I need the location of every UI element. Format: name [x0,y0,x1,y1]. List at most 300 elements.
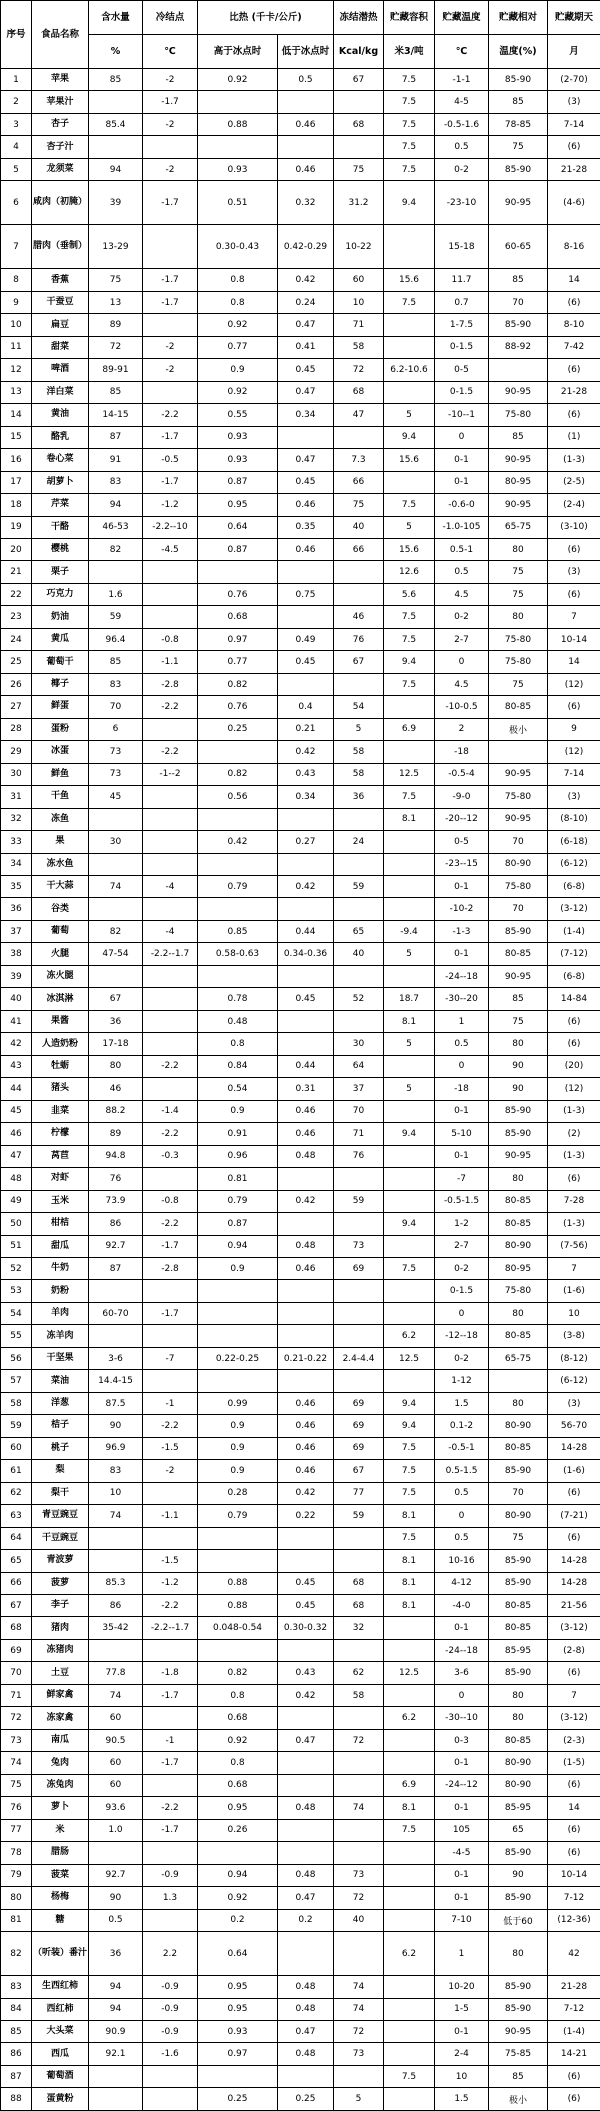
header-relative-humidity: 贮藏相对 [489,1,548,35]
cell-period: (6) [548,359,600,381]
cell-water: 83 [89,471,143,493]
cell-temp: -20--12 [435,808,489,830]
cell-freezing-point: -1.7 [143,1752,198,1774]
cell-period: 10-14 [548,1864,600,1886]
cell-water: 30 [89,831,143,853]
cell-freezing-point: -2.2 [143,404,198,426]
cell-temp: 0-1 [435,1752,489,1774]
cell-water: 13-29 [89,225,143,269]
cell-temp: -24--18 [435,1639,489,1661]
cell-heat-below: 0.48 [278,2043,334,2065]
cell-food-name: 黄油 [32,404,89,426]
cell-freezing-point [143,988,198,1010]
cell-water: 73.9 [89,1190,143,1212]
cell-freezing-point [143,1842,198,1864]
cell-index: 37 [1,920,32,942]
cell-period: 56-70 [548,1415,600,1437]
cell-temp: -7 [435,1168,489,1190]
cell-latent-heat [334,965,384,987]
cell-index: 6 [1,181,32,225]
cell-freezing-point [143,561,198,583]
cell-index: 88 [1,2088,32,2110]
cell-latent-heat: 59 [334,1190,384,1212]
cell-latent-heat: 58 [334,336,384,358]
cell-water: 36 [89,1010,143,1032]
cell-period: 14-84 [548,988,600,1010]
cell-water: 6 [89,718,143,740]
cell-latent-heat [334,2065,384,2087]
cell-food-name: 人造奶粉 [32,1033,89,1055]
cell-volume [384,853,435,875]
cell-humidity: 90 [489,1055,548,1077]
cell-humidity: 70 [489,831,548,853]
cell-heat-above: 0.54 [198,1078,278,1100]
cell-volume: 8.1 [384,1505,435,1527]
table-row [1,1347,600,1369]
cell-heat-below: 0.21-0.22 [278,1347,334,1369]
unit-temp-celsius: ℃ [435,35,489,69]
table-row [1,291,600,313]
cell-latent-heat: 58 [334,1684,384,1706]
cell-latent-heat: 73 [334,2043,384,2065]
cell-period: 21-28 [548,1976,600,1998]
cell-heat-below: 0.35 [278,516,334,538]
cell-heat-above: 0.93 [198,2020,278,2042]
cell-water: 1.6 [89,583,143,605]
cell-food-name: 梨 [32,1460,89,1482]
cell-period: 7-14 [548,113,600,135]
cell-heat-below: 0.46 [278,1415,334,1437]
cell-temp: -23--15 [435,853,489,875]
cell-freezing-point: -0.9 [143,2020,198,2042]
table-row [1,269,600,291]
cell-humidity: 80-85 [489,1729,548,1751]
cell-index: 32 [1,808,32,830]
cell-freezing-point: -1.7 [143,291,198,313]
cell-heat-below [278,606,334,628]
cell-heat-below: 0.46 [278,538,334,560]
cell-period: 7-28 [548,1190,600,1212]
cell-food-name: 葡萄 [32,920,89,942]
cell-freezing-point [143,1370,198,1392]
table-row [1,853,600,875]
cell-period: (6) [548,1033,600,1055]
cell-heat-above: 0.82 [198,1662,278,1684]
cell-heat-above: 0.77 [198,336,278,358]
cell-latent-heat: 74 [334,1998,384,2020]
cell-period: (6) [548,136,600,158]
cell-latent-heat [334,1819,384,1841]
cell-temp: -0.5-4 [435,763,489,785]
unit-below-freezing: 低于冰点时 [278,35,334,69]
table-row [1,1078,600,1100]
cell-humidity: 75 [489,1010,548,1032]
cell-latent-heat: 75 [334,158,384,180]
cell-volume: 9.4 [384,1213,435,1235]
cell-volume [384,1280,435,1302]
cell-latent-heat: 77 [334,1482,384,1504]
cell-index: 56 [1,1347,32,1369]
cell-volume: 7.5 [384,158,435,180]
cell-latent-heat: 73 [334,1864,384,1886]
cell-temp: 0.5-1 [435,538,489,560]
cell-water: 90.5 [89,1729,143,1751]
cell-heat-above: 0.79 [198,1505,278,1527]
cell-temp: 0-1.5 [435,381,489,403]
cell-index: 24 [1,628,32,650]
cell-temp: -9-0 [435,786,489,808]
cell-freezing-point: -1 [143,1729,198,1751]
table-row [1,988,600,1010]
cell-food-name: 洋白菜 [32,381,89,403]
cell-volume: 9.4 [384,1415,435,1437]
cell-latent-heat: 66 [334,471,384,493]
cell-period: (6) [548,1168,600,1190]
cell-latent-heat: 40 [334,516,384,538]
cell-humidity: 85-95 [489,1797,548,1819]
cell-heat-above [198,1302,278,1324]
cell-latent-heat: 64 [334,1055,384,1077]
cell-humidity: 90 [489,1864,548,1886]
cell-food-name: 冻火腿 [32,965,89,987]
cell-humidity: 85-90 [489,69,548,91]
cell-index: 1 [1,69,32,91]
cell-food-name: 兔肉 [32,1752,89,1774]
cell-volume: 6.2 [384,1707,435,1729]
cell-water: 0.5 [89,1909,143,1931]
cell-index: 19 [1,516,32,538]
cell-period: (3-12) [548,898,600,920]
table-row [1,1527,600,1549]
cell-water: 83 [89,1460,143,1482]
cell-heat-above: 0.51 [198,181,278,225]
cell-humidity: 85-90 [489,1998,548,2020]
cell-volume: 7.5 [384,1527,435,1549]
cell-heat-above: 0.64 [198,1932,278,1976]
cell-latent-heat: 68 [334,113,384,135]
cell-heat-above: 0.64 [198,516,278,538]
cell-volume: 7.5 [384,113,435,135]
table-row [1,1482,600,1504]
cell-freezing-point [143,1639,198,1661]
table-row [1,404,600,426]
cell-temp: 0-3 [435,1729,489,1751]
cell-heat-below: 0.42 [278,876,334,898]
cell-humidity: 80-85 [489,1325,548,1347]
cell-humidity: 极小 [489,2088,548,2110]
cell-volume [384,1168,435,1190]
cell-humidity: 75-80 [489,628,548,650]
cell-period: 7 [548,1684,600,1706]
cell-period: (8-10) [548,808,600,830]
cell-period: (3) [548,561,600,583]
cell-index: 35 [1,876,32,898]
cell-heat-above: 0.8 [198,291,278,313]
cell-humidity: 80-85 [489,943,548,965]
cell-heat-above: 0.84 [198,1055,278,1077]
cell-humidity: 75 [489,583,548,605]
cell-freezing-point [143,1325,198,1347]
cell-freezing-point: -1.7 [143,1302,198,1324]
cell-volume: 7.5 [384,1819,435,1841]
cell-index: 7 [1,225,32,269]
cell-water: 83 [89,673,143,695]
cell-heat-below: 0.75 [278,583,334,605]
cell-freezing-point [143,853,198,875]
cell-period: 14-28 [548,1572,600,1594]
cell-period: (12) [548,1078,600,1100]
cell-water: 60 [89,1707,143,1729]
table-row [1,538,600,560]
cell-latent-heat [334,1527,384,1549]
cell-period: (6-8) [548,965,600,987]
table-row [1,898,600,920]
cell-heat-above: 0.87 [198,538,278,560]
cell-freezing-point [143,1280,198,1302]
cell-water: 87.5 [89,1392,143,1414]
header-latent-heat: 冻结潜热 [334,1,384,35]
cell-volume [384,2020,435,2042]
cell-period: 7-42 [548,336,600,358]
cell-period: (3) [548,1392,600,1414]
cell-humidity: 80 [489,1168,548,1190]
cell-freezing-point: -1.1 [143,651,198,673]
table-row [1,1572,600,1594]
table-row [1,1010,600,1032]
cell-heat-below [278,1932,334,1976]
cell-index: 62 [1,1482,32,1504]
cell-freezing-point [143,314,198,336]
cell-food-name: 青豆豌豆 [32,1505,89,1527]
cell-heat-above: 0.48 [198,1010,278,1032]
cell-period: 42 [548,1932,600,1976]
cell-index: 45 [1,1100,32,1122]
cell-food-name: 杏子 [32,113,89,135]
cell-period: (6) [548,696,600,718]
cell-water: 67 [89,988,143,1010]
cell-volume: 7.5 [384,786,435,808]
table-row [1,1370,600,1392]
cell-volume [384,336,435,358]
cell-humidity: 70 [489,898,548,920]
cell-food-name: 葡萄干 [32,651,89,673]
cell-humidity: 85 [489,2065,548,2087]
cell-freezing-point: -4.5 [143,538,198,560]
cell-freezing-point: -0.8 [143,1190,198,1212]
cell-index: 59 [1,1415,32,1437]
cell-humidity: 85-90 [489,158,548,180]
cell-index: 27 [1,696,32,718]
cell-heat-below: 0.24 [278,291,334,313]
table-row [1,1797,600,1819]
cell-freezing-point: -2.2--1.7 [143,943,198,965]
cell-humidity: 80-85 [489,1190,548,1212]
cell-heat-below: 0.22 [278,1505,334,1527]
cell-humidity: 90-95 [489,449,548,471]
cell-water: 86 [89,1595,143,1617]
cell-water: 59 [89,606,143,628]
cell-heat-above: 0.93 [198,158,278,180]
cell-period: 7-14 [548,763,600,785]
cell-water: 1.0 [89,1819,143,1841]
cell-temp: 0 [435,1302,489,1324]
cell-volume: 9.4 [384,1392,435,1414]
cell-period: (1-5) [548,1752,600,1774]
cell-index: 9 [1,291,32,313]
cell-water: 3-6 [89,1347,143,1369]
cell-period: 10-14 [548,628,600,650]
cell-water: 92.7 [89,1864,143,1886]
cell-volume [384,1370,435,1392]
cell-period: (6) [548,583,600,605]
cell-heat-above: 0.8 [198,269,278,291]
cell-volume [384,381,435,403]
cell-food-name: 青波萝 [32,1550,89,1572]
cell-heat-below: 0.47 [278,1729,334,1751]
cell-period: (1-3) [548,1213,600,1235]
cell-heat-above: 0.91 [198,1123,278,1145]
cell-food-name: 樱桃 [32,538,89,560]
cell-humidity: 70 [489,1482,548,1504]
cell-latent-heat: 5 [334,718,384,740]
cell-volume [384,1729,435,1751]
cell-freezing-point: -4 [143,920,198,942]
cell-heat-below [278,1842,334,1864]
cell-latent-heat: 58 [334,741,384,763]
cell-temp: 2-4 [435,2043,489,2065]
cell-volume: 8.1 [384,808,435,830]
cell-temp: 0.7 [435,291,489,313]
cell-humidity: 85-95 [489,1639,548,1661]
cell-water: 85.3 [89,1572,143,1594]
cell-latent-heat: 69 [334,1257,384,1279]
cell-humidity: 90-95 [489,1145,548,1167]
cell-heat-below: 0.34-0.36 [278,943,334,965]
cell-index: 41 [1,1010,32,1032]
table-row [1,1460,600,1482]
cell-heat-below [278,561,334,583]
cell-index: 40 [1,988,32,1010]
cell-temp: 0-1 [435,1864,489,1886]
cell-period: 14 [548,269,600,291]
table-row [1,943,600,965]
cell-heat-above: 0.76 [198,696,278,718]
cell-latent-heat: 46 [334,606,384,628]
cell-freezing-point [143,583,198,605]
cell-volume: 7.5 [384,69,435,91]
cell-food-name: 奶油 [32,606,89,628]
cell-freezing-point: 2.2 [143,1932,198,1976]
cell-food-name: 南瓜 [32,1729,89,1751]
table-row [1,1100,600,1122]
cell-water: 87 [89,1257,143,1279]
cell-heat-above: 0.82 [198,673,278,695]
cell-latent-heat: 72 [334,2020,384,2042]
cell-water: 94 [89,158,143,180]
cell-heat-below: 0.46 [278,1100,334,1122]
cell-food-name: 大头菜 [32,2020,89,2042]
cell-volume: 8.1 [384,1595,435,1617]
cell-index: 48 [1,1168,32,1190]
table-row [1,113,600,135]
cell-period: (6-12) [548,853,600,875]
cell-temp: -24--12 [435,1774,489,1796]
cell-food-name: 鲜鱼 [32,763,89,785]
cell-humidity: 85-90 [489,1550,548,1572]
table-row [1,1617,600,1639]
cell-freezing-point: -2.2 [143,1213,198,1235]
cell-humidity: 85 [489,91,548,113]
cell-food-name: 扁豆 [32,314,89,336]
cell-temp: -30--20 [435,988,489,1010]
cell-freezing-point [143,606,198,628]
cell-period: (3-10) [548,516,600,538]
cell-freezing-point [143,1707,198,1729]
cell-temp: 0-1 [435,876,489,898]
cell-water: 89-91 [89,359,143,381]
cell-water: 82 [89,538,143,560]
cell-index: 31 [1,786,32,808]
cell-latent-heat: 76 [334,1145,384,1167]
cell-food-name: 生西红柿 [32,1976,89,1998]
cell-latent-heat: 7.3 [334,449,384,471]
cell-heat-above: 0.93 [198,449,278,471]
cell-food-name: 菜油 [32,1370,89,1392]
cell-latent-heat: 69 [334,1392,384,1414]
cell-heat-below: 0.46 [278,494,334,516]
cell-humidity: 80 [489,1684,548,1706]
cell-temp: 4-12 [435,1572,489,1594]
cell-food-name: 苹果 [32,69,89,91]
cell-volume [384,1684,435,1706]
cell-freezing-point: -1.2 [143,494,198,516]
header-storage-temp: 贮藏温度 [435,1,489,35]
cell-food-name: 干坚果 [32,1347,89,1369]
cell-heat-above: 0.95 [198,1797,278,1819]
cell-heat-above: 0.97 [198,628,278,650]
cell-volume: 9.4 [384,181,435,225]
cell-heat-above: 0.42 [198,831,278,853]
cell-volume: 7.5 [384,91,435,113]
cell-heat-below: 0.48 [278,1864,334,1886]
cell-temp: 10-20 [435,1976,489,1998]
cell-water: 60 [89,1752,143,1774]
cell-water [89,2065,143,2087]
cell-period: 7 [548,1257,600,1279]
cell-index: 81 [1,1909,32,1931]
cell-freezing-point: -1.7 [143,91,198,113]
cell-latent-heat [334,1842,384,1864]
cell-heat-above: 0.25 [198,2088,278,2110]
cell-humidity: 75-85 [489,2043,548,2065]
table-row [1,1033,600,1055]
cell-index: 60 [1,1437,32,1459]
cell-food-name: 干蚕豆 [32,291,89,313]
table-row [1,381,600,403]
cell-index: 69 [1,1639,32,1661]
cell-temp: 0.5 [435,1033,489,1055]
cell-latent-heat: 58 [334,763,384,785]
cell-freezing-point [143,1078,198,1100]
cell-food-name: 猪肉 [32,1617,89,1639]
cell-volume: 8.1 [384,1010,435,1032]
cell-freezing-point [143,1482,198,1504]
cell-humidity: 80 [489,1707,548,1729]
cell-temp: 15-18 [435,225,489,269]
cell-latent-heat: 69 [334,1415,384,1437]
cell-temp: 2 [435,718,489,740]
cell-water: 89 [89,1123,143,1145]
